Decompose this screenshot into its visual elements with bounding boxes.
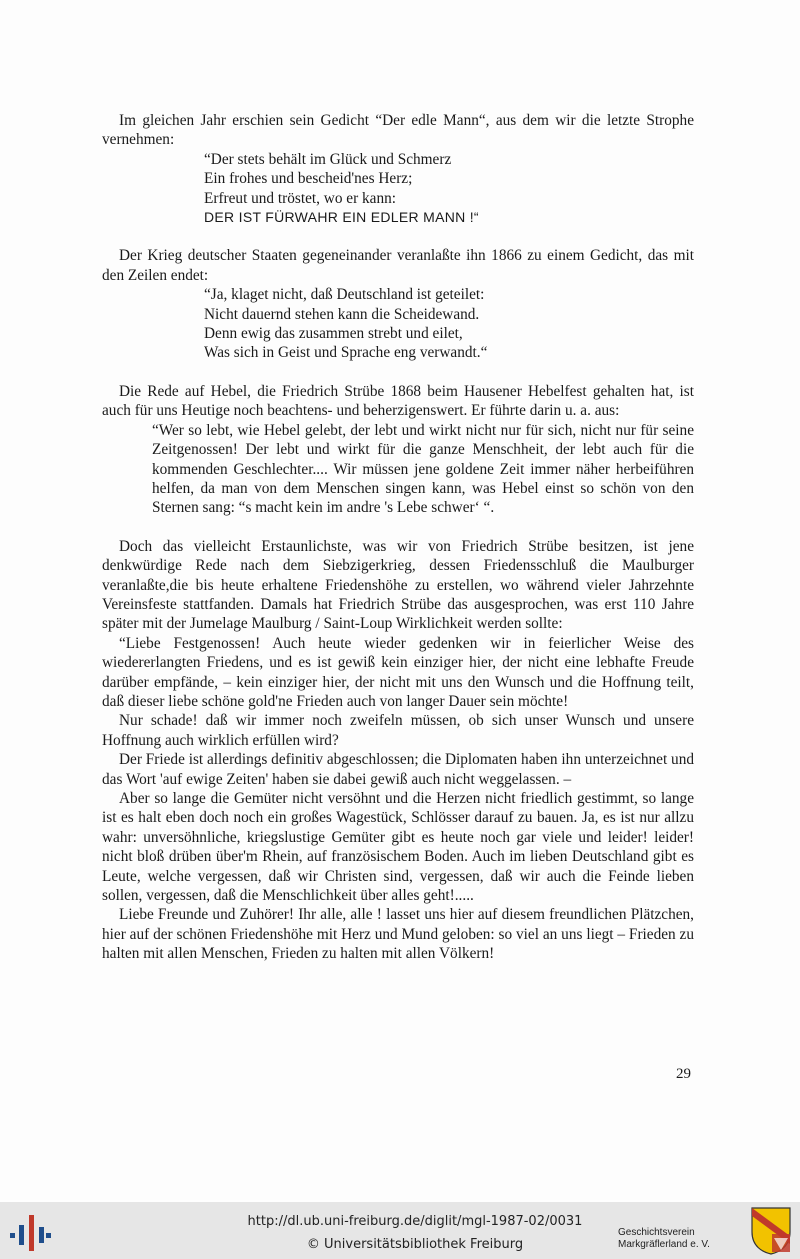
speech-paragraph: “Liebe Festgenossen! Auch heute wieder gedenken wir in feierlicher Weise des wiedererlangten Friedens, und es ist gewiß kein einziger hier, der nicht eine lebhafte Freude darüber empfände, – kein einziger hier, der nicht mit uns den Wunsch und die Hoffnung teilt, daß dieser liebe schöne gold'ne Frieden auch von langer Dauer sein möchte! [102,634,694,710]
coat-of-arms-icon [750,1206,792,1256]
hebel-quote: “Wer so lebt, wie Hebel gelebt, der lebt und wirkt nicht nur für sich, nicht nur für seine Zeitgenossen! Der lebt und wirkt für die ganze Menschheit, der lebt auch für die kommenden Geschlechter.... Wir müssen jene goldene Zeit immer näher herbeiführen helfen, da man von dem Menschen singen kann, was Hebel einst so schön von den Sternen sang: “s macht kein im andre 's Lebe schwer‘ “. [152,421,694,517]
page-number: 29 [676,1066,691,1082]
footer-copyright: © Universitätsbibliothek Freiburg [306,1237,524,1252]
poem-line: Was sich in Geist und Sprache eng verwandt.“ [204,344,488,362]
speech-paragraph: Der Friede ist allerdings definitiv abgeschlossen; die Diplomaten haben ihn unterzeichnet und das Wort 'auf ewige Zeiten' haben sie dabei gewiß auch nicht weggelassen. – [102,751,694,788]
body-text [102,111,694,964]
paragraph-2: Der Krieg deutscher Staaten gegeneinander veranlaßte ihn 1866 zu einem Gedicht, das mit den Zeilen endet: [102,247,694,284]
paragraph-4: Doch das vielleicht Erstaunlichste, was wir von Friedrich Strübe besitzen, ist jene denkwürdige Rede nach dem Siebzigerkrieg, dessen Friedensschluß die Maulburger veranlaßte,die bis heute erhaltene Friedenshöhe zu erstellen, wo während vieler Jahrzehnte Vereinsfeste stattfanden. Damals hat Friedrich Strübe das ausgesprochen, was erst 110 Jahre später mit der Jumelage Maulburg / Saint-Loup Wirklichkeit werden sollte: [102,537,694,633]
poem-line: Erfreut und tröstet, wo er kann: [204,189,397,207]
poem-line: Nicht dauernd stehen kann die Scheidewand. [204,305,480,323]
poem-deutschland [204,285,694,363]
poem-line: DER IST FÜRWAHR EIN EDLER MANN !“ [204,209,479,226]
paragraph-3: Die Rede auf Hebel, die Friedrich Strübe 1868 beim Hausener Hebelfest gehalten hat, ist auch für uns Heutige noch beachtens- und beherzigenswert. Er führte darin u. a. aus: [102,382,694,420]
footer-url[interactable]: http://dl.ub.uni-freiburg.de/diglit/mgl-1987-02/0031 [247,1214,583,1229]
speech-paragraph: Liebe Freunde und Zuhörer! Ihr alle, alle ! lasset uns hier auf diesem freundlichen Plätzchen, hier auf der schönen Friedenshöhe mit Herz und Mund geloben: so viel an uns liegt – Frieden zu halten mit allen Menschen, Frieden zu halten mit allen Völkern! [102,906,694,963]
footer-bar [0,1202,800,1259]
society-line-1: Geschichtsverein [618,1227,695,1238]
poem-der-edle-mann [204,150,694,228]
speech-paragraph: Aber so lange die Gemüter nicht versöhnt und die Herzen nicht friedlich gestimmt, so lange ist es halt eben doch noch ein großes Wagestück, Schlösser darauf zu bauen. Ja, es ist nur allzu wahr: unversöhnliche, kriegslustige Gemüter gibt es heute noch gar viele und leider! leider! nicht bloß drüben über'm Rhein, auf französischem Boden. Auch im lieben Deutschland gibt es Leute, welche vergessen, daß wir Christen sind, vergessen, daß wir auch die Feinde lieben sollen, vergessen, daß die Menschlichkeit über alles geht!..... [102,790,694,905]
society-line-2: Markgräflerland e. V. [618,1239,710,1250]
poem-line: Denn ewig das zusammen strebt und eilet, [204,325,463,343]
poem-line: “Ja, klaget nicht, daß Deutschland ist geteilet: [204,286,485,304]
poem-line: “Der stets behält im Glück und Schmerz [204,150,452,168]
poem-line: Ein frohes und bescheid'nes Herz; [204,170,413,188]
society-name [618,1227,710,1251]
paragraph-1: Im gleichen Jahr erschien sein Gedicht “Der edle Mann“, aus dem wir die letzte Strophe vernehmen: [102,112,694,149]
speech-paragraph: Nur schade! daß wir immer noch zweifeln müssen, ob sich unser Wunsch und unsere Hoffnung auch wirklich erfüllen wird? [102,712,694,749]
